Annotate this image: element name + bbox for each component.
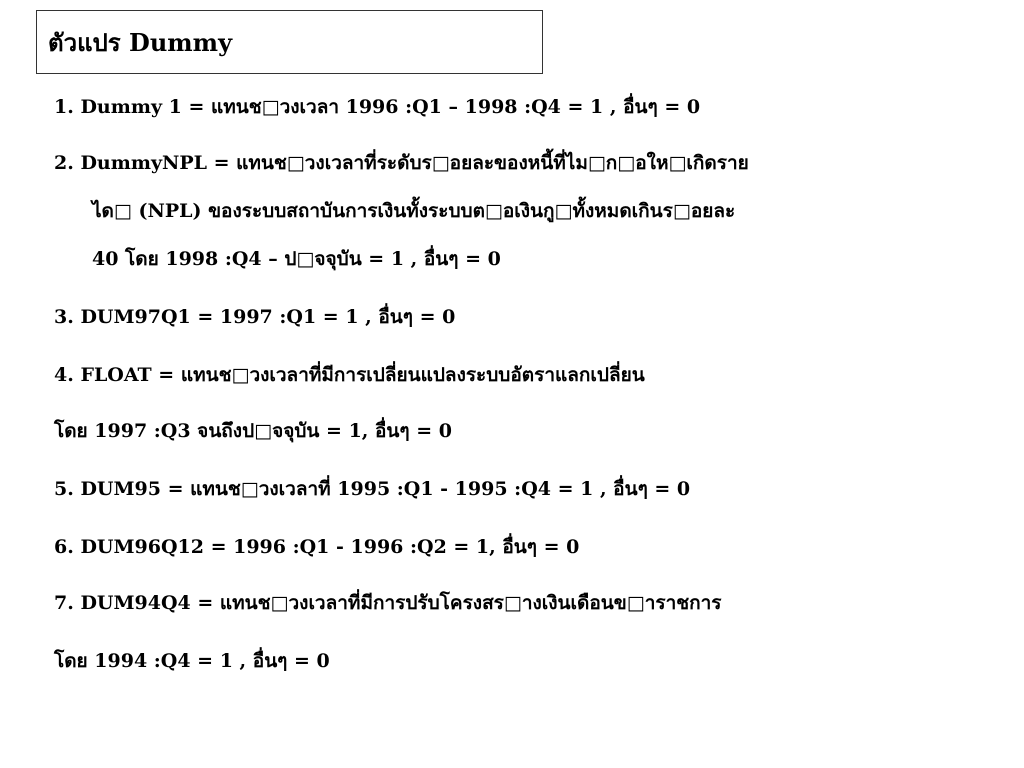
slide-title-box <box>36 10 543 74</box>
definition-line-dum96q12: 6. DUM96Q12 = 1996 :Q1 - 1996 :Q2 = 1, อื่นๆ = 0 <box>54 536 580 558</box>
definition-line-dummynpl: 2. DummyNPL = แทนช□วงเวลาที่ระดับร□อยละของหนี้ที่ไม□ก□อให□เกิดราย <box>54 152 749 174</box>
definition-line-dum95: 5. DUM95 = แทนช□วงเวลาที่ 1995 :Q1 - 1995 :Q4 = 1 , อื่นๆ = 0 <box>54 478 691 500</box>
definition-line-dum94q4: 7. DUM94Q4 = แทนช□วงเวลาที่มีการปรับโครงสร□างเงินเดือนข□าราชการ <box>54 592 722 614</box>
definition-line-dummy1: 1. Dummy 1 = แทนช□วงเวลา 1996 :Q1 – 1998 :Q4 = 1 , อื่นๆ = 0 <box>54 96 701 118</box>
definition-line-dum97q1: 3. DUM97Q1 = 1997 :Q1 = 1 , อื่นๆ = 0 <box>54 306 456 328</box>
definition-line-float: 4. FLOAT = แทนช□วงเวลาที่มีการเปลี่ยนแปลงระบบอัตราแลกเปลี่ยน <box>54 364 645 386</box>
definition-line-dummynpl-cont1: ได□ (NPL) ของระบบสถาบันการเงินทั้งระบบต□อเงินกู□ทั้งหมดเกินร□อยละ <box>92 200 736 222</box>
definition-line-dummynpl-cont2: 40 โดย 1998 :Q4 – ป□จจุบัน = 1 , อื่นๆ = 0 <box>92 248 501 270</box>
definition-line-dum94q4-cont: โดย 1994 :Q4 = 1 , อื่นๆ = 0 <box>54 650 330 672</box>
slide-title: ตัวแปร Dummy <box>48 27 233 57</box>
definition-line-float-cont: โดย 1997 :Q3 จนถึงป□จจุบัน = 1, อื่นๆ = 0 <box>54 420 452 442</box>
